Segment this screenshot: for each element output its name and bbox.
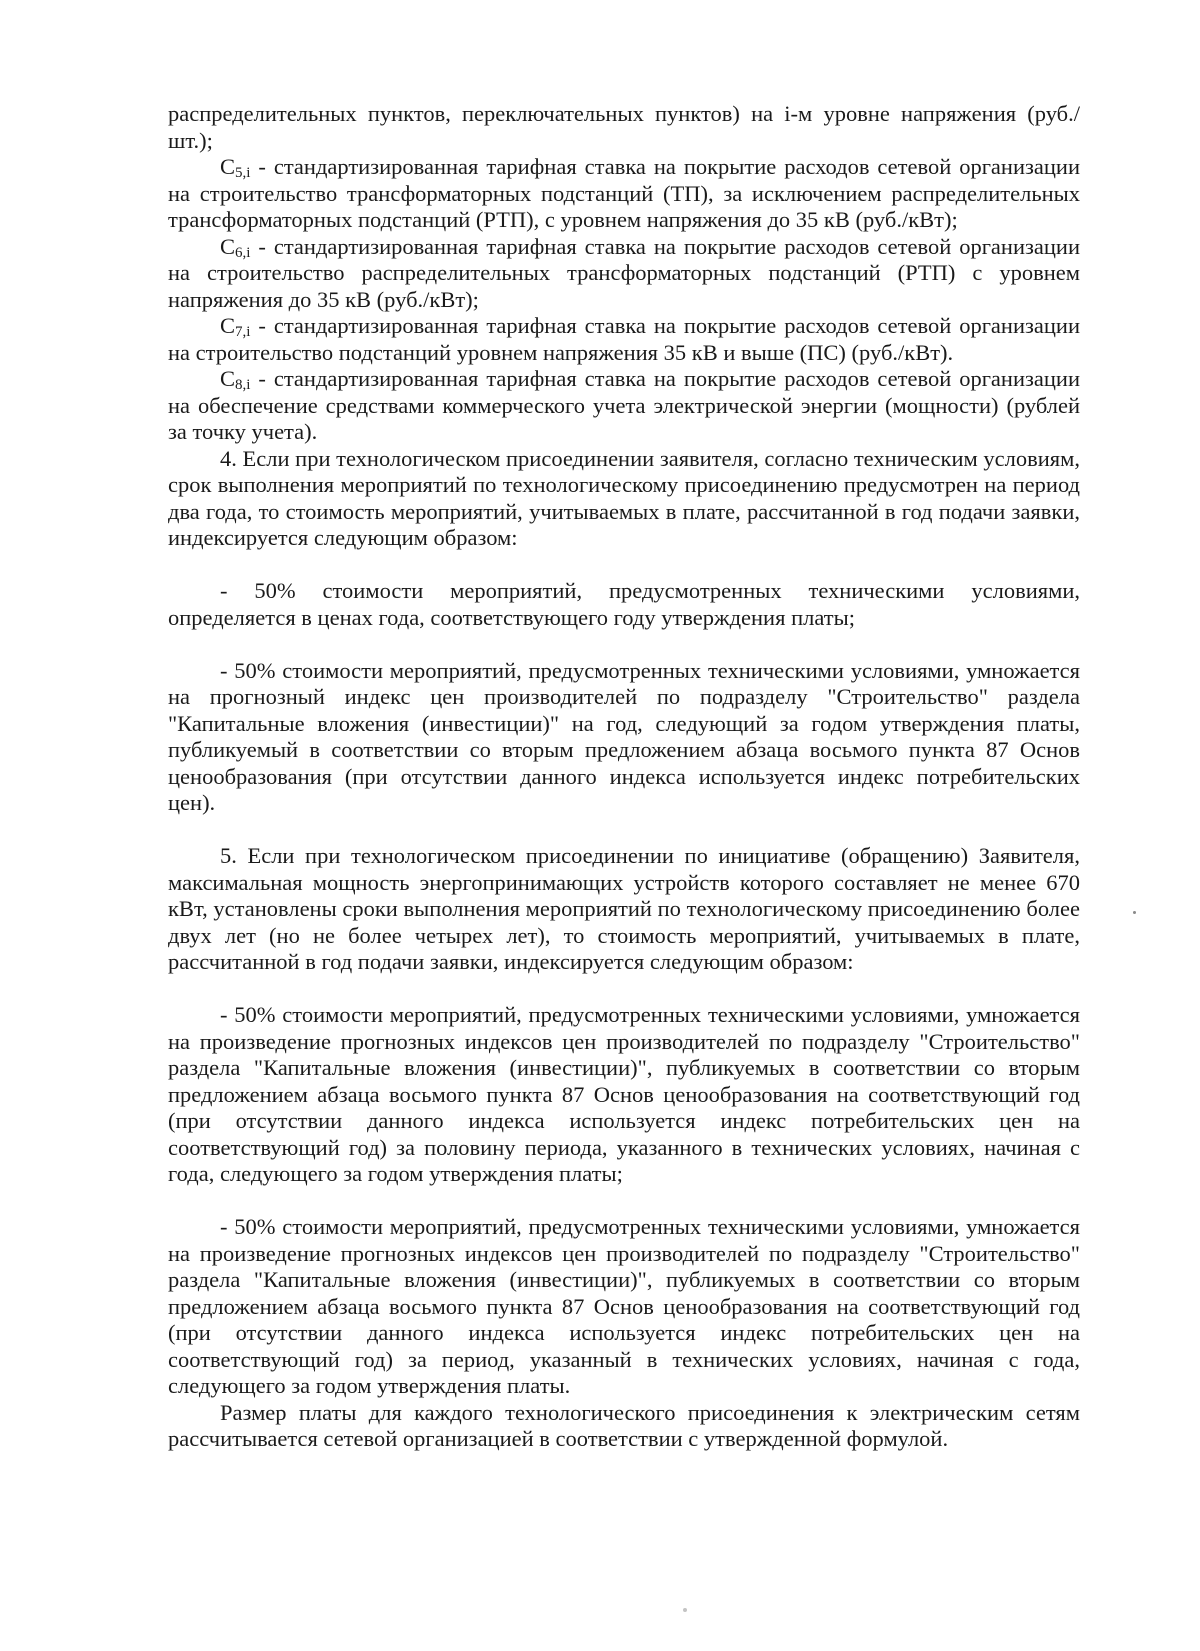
- paragraph-text: 4. Если при технологическом присоединении заявителя, согласно техническим условиям, срок выполнения мероприятий по технологическому присоединению предусмотрен на период два года, то стоимость мероприятий, учитываемых в плате, рассчитанной в год подачи заявки, индексируется следующим образом:: [168, 445, 1080, 550]
- symbol-subscript: 5,i: [235, 165, 251, 181]
- paragraph-item-4-bullet-2: [168, 658, 1080, 817]
- paragraph-item-5: [168, 843, 1080, 976]
- paragraph-text: - 50% стоимости мероприятий, предусмотренных техническими условиями, умножается на прогнозный индекс цен производителей по подразделу "Строительство" раздела "Капитальные вложения (инвестиции)" на год, следующий за годом утверждения платы, публикуемый в соответствии со вторым предложением абзаца восьмого пункта 87 Основ ценообразования (при отсутствии данного индекса используется индекс потребительских цен).: [168, 657, 1080, 815]
- paragraph-item-5-bullet-1: [168, 1002, 1080, 1188]
- paragraph-c7: [168, 313, 1080, 366]
- paragraph-item-4: [168, 446, 1080, 552]
- symbol-c: C: [220, 154, 236, 179]
- document-page: [168, 101, 1080, 1453]
- symbol-c: C: [220, 366, 236, 391]
- paragraph-text: - 50% стоимости мероприятий, предусмотренных техническими условиями, определяется в ценах года, соответствующего году утверждения платы;: [168, 578, 1080, 630]
- symbol-subscript: 7,i: [235, 324, 251, 340]
- symbol-subscript: 6,i: [235, 244, 251, 261]
- paragraph-c5: [168, 154, 1080, 234]
- paragraph-closing: [168, 1400, 1080, 1453]
- scan-speck: [683, 1608, 687, 1612]
- paragraph-text: - стандартизированная тарифная ставка на покрытие расходов сетевой организации на строительство трансформаторных подстанций (ТП), за исключением распределительных трансформаторных подстанций (РТП), с уровнем напряжения до 35 кВ (руб./кВт);: [168, 154, 1080, 232]
- symbol-subscript: 8,i: [235, 377, 251, 393]
- paragraph-text: - 50% стоимости мероприятий, предусмотренных техническими условиями, умножается на произведение прогнозных индексов цен производителей по подразделу "Строительство" раздела "Капитальные вложения (инвестиции)", публикуемых в соответствии со вторым предложением абзаца восьмого пункта 87 Основ ценообразования на соответствующий год (при отсутствии данного индекса используется индекс потребительских цен на соответствующий год) за период, указанный в технических условиях, начиная с года, следующего за годом утверждения платы.: [168, 1214, 1080, 1398]
- paragraph-text: Размер платы для каждого технологического присоединения к электрическим сетям рассчитывается сетевой организацией в соответствии с утвержденной формулой.: [168, 1399, 1080, 1451]
- paragraph-text: распределительных пунктов, переключательных пунктов) на i-м уровне напряжения (руб./шт.);: [168, 101, 1080, 153]
- paragraph-c6: [168, 234, 1080, 314]
- paragraph-text: 5. Если при технологическом присоединении по инициативе (обращению) Заявителя, максимальная мощность энергопринимающих устройств которого составляет не менее 670 кВт, установлены сроки выполнения мероприятий по технологическому присоединению более двух лет (но не более четырех лет), то стоимость мероприятий, учитываемых в плате, рассчитанной в год подачи заявки, индексируется следующим образом:: [168, 843, 1080, 974]
- paragraph-text: - стандартизированная тарифная ставка на покрытие расходов сетевой организации на строительство распределительных трансформаторных подстанций (РТП) с уровнем напряжения до 35 кВ (руб./кВт);: [168, 233, 1080, 312]
- symbol-c: C: [220, 313, 236, 338]
- paragraph-continuation: [168, 101, 1080, 154]
- paragraph-item-5-bullet-2: [168, 1214, 1080, 1400]
- paragraph-text: - стандартизированная тарифная ставка на покрытие расходов сетевой организации на строительство подстанций уровнем напряжения 35 кВ и выше (ПС) (руб./кВт).: [168, 313, 1080, 365]
- scan-speck: [1133, 911, 1136, 914]
- symbol-c: C: [220, 233, 236, 259]
- paragraph-text: - стандартизированная тарифная ставка на покрытие расходов сетевой организации на обеспечение средствами коммерческого учета электрической энергии (мощности) (рублей за точку учета).: [168, 366, 1080, 444]
- paragraph-item-4-bullet-1: [168, 578, 1080, 631]
- paragraph-text: - 50% стоимости мероприятий, предусмотренных техническими условиями, умножается на произведение прогнозных индексов цен производителей по подразделу "Строительство" раздела "Капитальные вложения (инвестиции)", публикуемых в соответствии со вторым предложением абзаца восьмого пункта 87 Основ ценообразования на соответствующий год (при отсутствии данного индекса используется индекс потребительских цен на соответствующий год) за половину периода, указанного в технических условиях, начиная с года, следующего за годом утверждения платы;: [168, 1002, 1080, 1186]
- paragraph-c8: [168, 366, 1080, 446]
